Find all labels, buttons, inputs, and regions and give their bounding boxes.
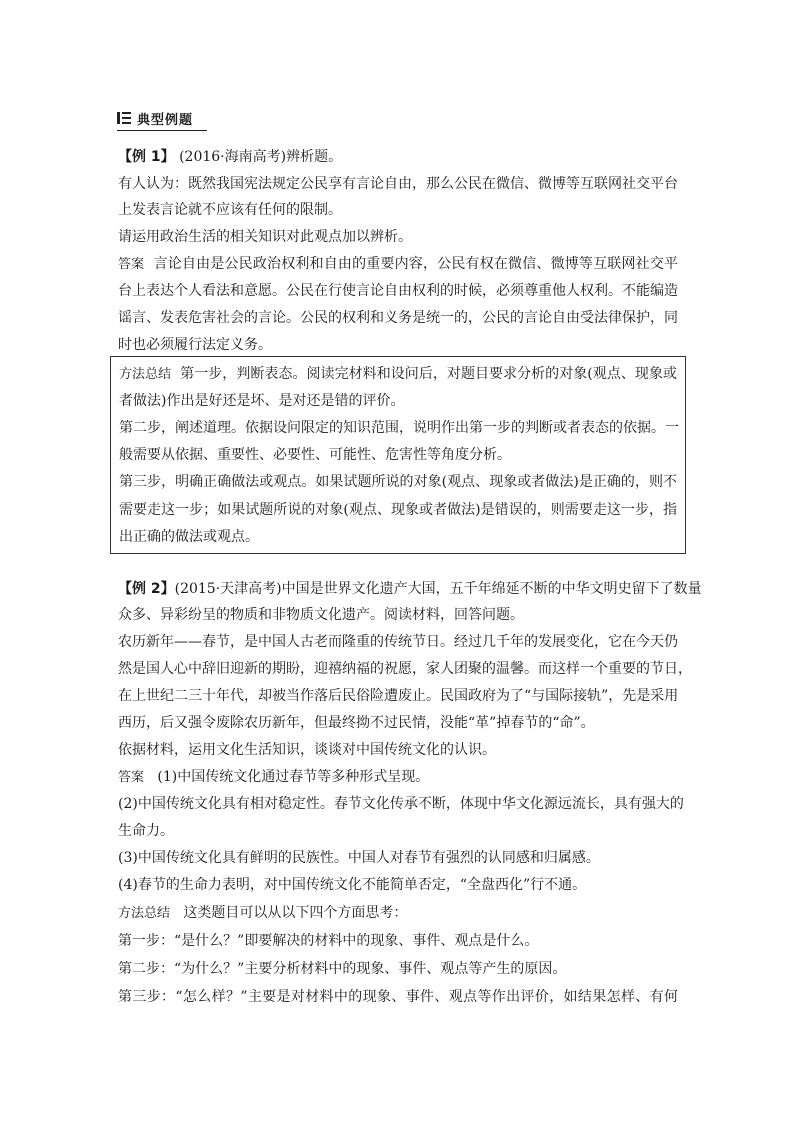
example-2-answer-line: (3)中国传统文化具有鲜明的民族性。中国人对春节有强烈的认同感和归属感。 bbox=[118, 850, 600, 866]
example-1-label: 【例 1】 bbox=[118, 149, 175, 165]
example-1-answer-line: 时也必须履行法定义务。 bbox=[118, 337, 272, 353]
example-1-answer-line: 谣言、发表危害社会的言论。公民的权利和义务是统一的，公民的言论自由受法律保护，同 bbox=[118, 310, 678, 326]
example-2-method-line bbox=[118, 904, 407, 923]
method-summary-box bbox=[110, 356, 686, 554]
method-summary-line bbox=[119, 365, 677, 384]
method-summary-line: 出正确的做法或观点。 bbox=[119, 529, 259, 545]
example-1-source: (2016·海南高考)辨析题。 bbox=[179, 149, 343, 165]
method-summary-text: 第一步，判断表态。阅读完材料和设问后，对题目要求分析的对象(观点、现象或 bbox=[180, 366, 677, 382]
example-2-heading bbox=[118, 580, 702, 598]
example-1-answer-line: 台上表达个人看法和意愿。公民在行使言论自由权利的时候，必须尊重他人权利。不能编造 bbox=[118, 283, 678, 299]
example-2-question: 依据材料，运用文化生活知识，谈谈对中国传统文化的认识。 bbox=[118, 742, 496, 758]
list-icon bbox=[117, 112, 131, 124]
section-header bbox=[117, 106, 207, 131]
method-summary-label: 方法总结 bbox=[119, 367, 172, 382]
example-2-material-line: 西历，后又强令废除农历新年，但最终拗不过民情，没能“革”掉春节的“命”。 bbox=[118, 715, 595, 731]
example-1-question-line: 有人认为：既然我国宪法规定公民享有言论自由，那么公民在微信、微博等互联网社交平台 bbox=[118, 176, 678, 192]
method-summary-label: 方法总结 bbox=[118, 906, 171, 921]
example-2-answer-line bbox=[118, 768, 429, 787]
example-2-answer-line: (2)中国传统文化具有相对稳定性。春节文化传承不断，体现中华文化源远流长，具有强大的 bbox=[118, 796, 684, 812]
answer-label: 答案 bbox=[118, 770, 145, 785]
example-2-material-line: 然是国人心中辞旧迎新的期盼，迎禧纳福的祝愿，家人团聚的温馨。而这样一个重要的节日， bbox=[118, 661, 692, 677]
method-summary-line: 第二步，阐述道理。依据设问限定的知识范围，说明作出第一步的判断或者表态的依据。一 bbox=[119, 420, 679, 436]
method-summary-line: 需要走这一步；如果试题所说的对象(观点、现象或者做法)是错误的，则需要走这一步，指 bbox=[119, 502, 677, 518]
answer-text: 言论自由是公民政治权利和自由的重要内容，公民有权在微信、微博等互联网社交平 bbox=[153, 256, 678, 272]
example-2-answer-line: 生命力。 bbox=[118, 823, 174, 839]
example-1-heading bbox=[118, 148, 342, 166]
example-2-intro-line: 众多、异彩纷呈的物质和非物质文化遗产。阅读材料，回答问题。 bbox=[118, 607, 524, 623]
example-2-step-line: 第二步：“为什么？”主要分析材料中的现象、事件、观点等产生的原因。 bbox=[118, 961, 567, 977]
example-1-question-line: 请运用政治生活的相关知识对此观点加以辨析。 bbox=[118, 229, 412, 245]
method-intro-text: 这类题目可以从以下四个方面思考： bbox=[183, 905, 408, 921]
method-summary-line: 者做法)作出是好还是坏、是对还是错的评价。 bbox=[119, 393, 405, 409]
example-2-label: 【例 2】 bbox=[118, 581, 175, 597]
example-1-question-line: 上发表言论就不应该有任何的限制。 bbox=[118, 202, 342, 218]
example-2-step-line: 第一步：“是什么？”即要解决的材料中的现象、事件、观点是什么。 bbox=[118, 933, 539, 949]
example-2-material-line: 在上世纪二三十年代，却被当作落后民俗险遭废止。民国政府为了“与国际接轨”，先是采用 bbox=[118, 688, 679, 704]
example-2-source: (2015·天津高考)中国是世界文化遗产大国，五千年绵延不断的中华文明史留下了数量 bbox=[174, 581, 702, 597]
answer-text: (1)中国传统文化通过春节等多种形式呈现。 bbox=[157, 769, 430, 785]
example-2-material-line: 农历新年——春节，是中国人古老而隆重的传统节日。经过几千年的发展变化，它在今天仍 bbox=[118, 634, 678, 650]
section-title: 典型例题 bbox=[137, 112, 194, 128]
method-summary-line: 般需要从依据、重要性、必要性、可能性、危害性等角度分析。 bbox=[119, 447, 511, 463]
example-2-step-line: 第三步：“怎么样？”主要是对材料中的现象、事件、观点等作出评价，如结果怎样、有何 bbox=[118, 989, 678, 1005]
example-1-answer-line bbox=[118, 255, 678, 274]
example-2-answer-line: (4)春节的生命力表明，对中国传统文化不能简单否定，“全盘西化”行不通。 bbox=[118, 877, 587, 893]
answer-label: 答案 bbox=[118, 257, 145, 272]
method-summary-line: 第三步，明确正确做法或观点。如果试题所说的对象(观点、现象或者做法)是正确的，则不 bbox=[119, 474, 677, 490]
